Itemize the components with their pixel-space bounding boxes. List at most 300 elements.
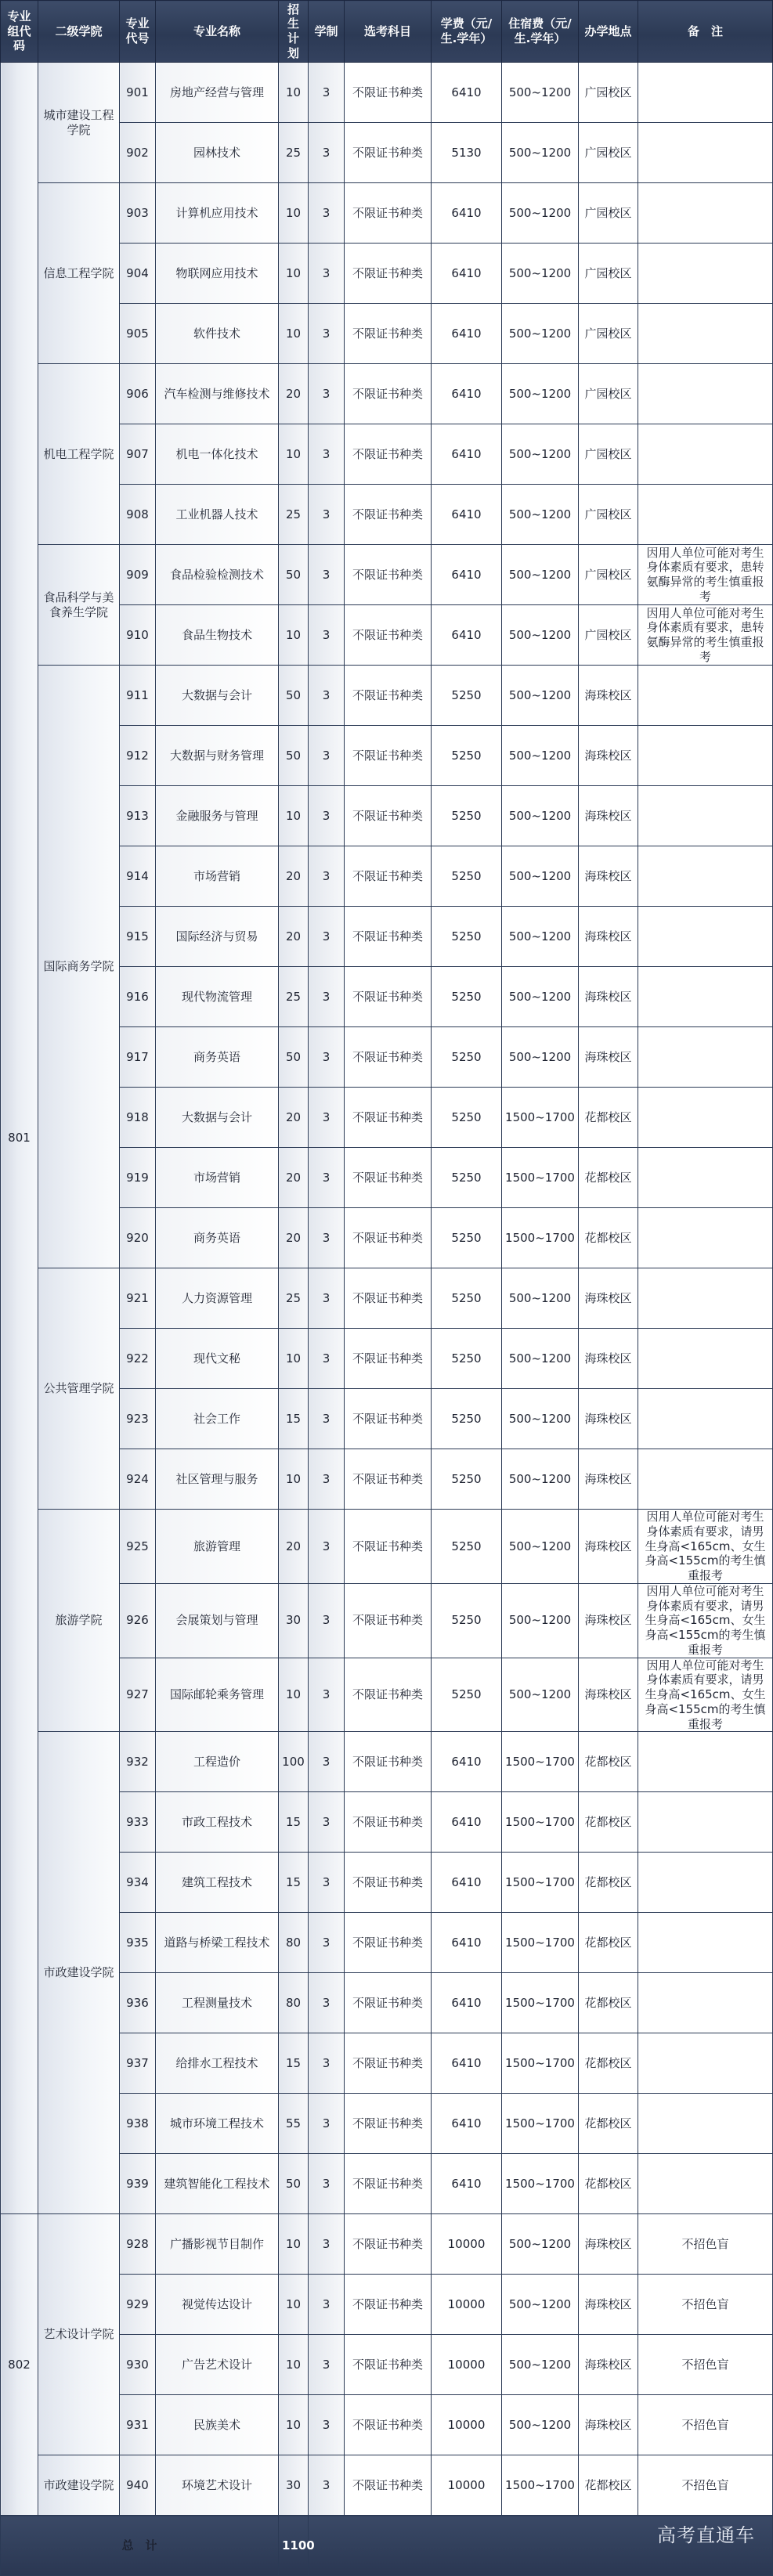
campus-location-cell: 广园校区: [579, 63, 638, 123]
plan-count-cell: 50: [279, 1027, 309, 1088]
study-years-cell: 3: [309, 1510, 345, 1584]
subject-requirement-cell: 不限证书种类: [345, 63, 432, 123]
subject-requirement-cell: 不限证书种类: [345, 726, 432, 786]
tuition-fee-cell: 6410: [432, 605, 502, 666]
plan-count-cell: 20: [279, 1208, 309, 1268]
major-code-cell: 917: [120, 1027, 156, 1088]
study-years-cell: 3: [309, 1449, 345, 1510]
major-code-cell: 939: [120, 2154, 156, 2214]
campus-location-cell: 海珠校区: [579, 846, 638, 907]
remark-cell: [638, 183, 773, 244]
lodging-fee-cell: 1500~1700: [502, 1913, 579, 1973]
lodging-fee-cell: 1500~1700: [502, 1853, 579, 1913]
plan-count-cell: 80: [279, 1973, 309, 2033]
major-name-cell: 计算机应用技术: [156, 183, 279, 244]
college-cell: 市政建设学院: [38, 1732, 120, 2214]
lodging-fee-cell: 500~1200: [502, 1027, 579, 1088]
subject-requirement-cell: 不限证书种类: [345, 244, 432, 304]
remark-cell: [638, 967, 773, 1027]
tuition-fee-cell: 6410: [432, 424, 502, 485]
plan-count-cell: 10: [279, 1329, 309, 1389]
lodging-fee-cell: 1500~1700: [502, 2154, 579, 2214]
lodging-fee-cell: 500~1200: [502, 605, 579, 666]
remark-cell: 不招色盲: [638, 2275, 773, 2335]
tuition-fee-cell: 6410: [432, 63, 502, 123]
major-code-cell: 929: [120, 2275, 156, 2335]
major-name-cell: 机电一体化技术: [156, 424, 279, 485]
tuition-fee-cell: 5250: [432, 1208, 502, 1268]
major-code-cell: 904: [120, 244, 156, 304]
campus-location-cell: 花都校区: [579, 2154, 638, 2214]
subject-requirement-cell: 不限证书种类: [345, 2094, 432, 2154]
remark-cell: 因用人单位可能对考生身体素质有要求，请男生身高<165cm、女生身高<155cm的考生慎重报考: [638, 1510, 773, 1584]
lodging-fee-cell: 500~1200: [502, 485, 579, 545]
campus-location-cell: 海珠校区: [579, 1658, 638, 1732]
campus-location-cell: 广园校区: [579, 605, 638, 666]
tuition-fee-cell: 10000: [432, 2335, 502, 2395]
plan-count-cell: 15: [279, 2033, 309, 2094]
subject-requirement-cell: 不限证书种类: [345, 1913, 432, 1973]
college-cell: 信息工程学院: [38, 183, 120, 364]
remark-cell: [638, 1792, 773, 1853]
major-code-cell: 928: [120, 2214, 156, 2275]
header-col-lodging: 住宿费（元/生.学年）: [502, 1, 579, 63]
campus-location-cell: 广园校区: [579, 485, 638, 545]
table-row: [1, 2455, 773, 2516]
study-years-cell: 3: [309, 1389, 345, 1449]
plan-count-cell: 50: [279, 666, 309, 726]
major-code-cell: 902: [120, 123, 156, 183]
subject-requirement-cell: 不限证书种类: [345, 545, 432, 605]
subject-requirement-cell: 不限证书种类: [345, 183, 432, 244]
major-name-cell: 建筑工程技术: [156, 1853, 279, 1913]
header-col-campus: 办学地点: [579, 1, 638, 63]
major-code-cell: 927: [120, 1658, 156, 1732]
subject-requirement-cell: 不限证书种类: [345, 2033, 432, 2094]
remark-cell: [638, 666, 773, 726]
remark-cell: [638, 424, 773, 485]
remark-cell: [638, 2033, 773, 2094]
remark-cell: 因用人单位可能对考生身体素质有要求，患转氨酶异常的考生慎重报考: [638, 545, 773, 605]
plan-count-cell: 10: [279, 786, 309, 846]
subject-requirement-cell: 不限证书种类: [345, 364, 432, 424]
campus-location-cell: 花都校区: [579, 1732, 638, 1792]
lodging-fee-cell: 1500~1700: [502, 1732, 579, 1792]
lodging-fee-cell: 500~1200: [502, 364, 579, 424]
subject-requirement-cell: 不限证书种类: [345, 2395, 432, 2455]
college-cell: 公共管理学院: [38, 1268, 120, 1510]
lodging-fee-cell: 1500~1700: [502, 1148, 579, 1208]
major-name-cell: 国际邮轮乘务管理: [156, 1658, 279, 1732]
remark-cell: 因用人单位可能对考生身体素质有要求，患转氨酶异常的考生慎重报考: [638, 605, 773, 666]
major-name-cell: 给排水工程技术: [156, 2033, 279, 2094]
table-row: [1, 666, 773, 726]
plan-count-cell: 10: [279, 2395, 309, 2455]
lodging-fee-cell: 1500~1700: [502, 1973, 579, 2033]
major-code-cell: 940: [120, 2455, 156, 2516]
remark-cell: [638, 123, 773, 183]
lodging-fee-cell: 500~1200: [502, 1449, 579, 1510]
major-code-cell: 933: [120, 1792, 156, 1853]
table-row: [1, 2214, 773, 2275]
remark-cell: [638, 1329, 773, 1389]
tuition-fee-cell: 5250: [432, 1148, 502, 1208]
major-code-cell: 913: [120, 786, 156, 846]
college-cell: 艺术设计学院: [38, 2214, 120, 2455]
lodging-fee-cell: 500~1200: [502, 63, 579, 123]
major-code-cell: 912: [120, 726, 156, 786]
remark-cell: 不招色盲: [638, 2395, 773, 2455]
major-name-cell: 国际经济与贸易: [156, 907, 279, 967]
tuition-fee-cell: 5250: [432, 967, 502, 1027]
major-name-cell: 市场营销: [156, 1148, 279, 1208]
study-years-cell: 3: [309, 1853, 345, 1913]
major-name-cell: 食品检验检测技术: [156, 545, 279, 605]
major-name-cell: 工程测量技术: [156, 1973, 279, 2033]
major-code-cell: 909: [120, 545, 156, 605]
tuition-fee-cell: 6410: [432, 1853, 502, 1913]
tuition-fee-cell: 5250: [432, 907, 502, 967]
lodging-fee-cell: 500~1200: [502, 666, 579, 726]
major-name-cell: 园林技术: [156, 123, 279, 183]
major-name-cell: 商务英语: [156, 1027, 279, 1088]
subject-requirement-cell: 不限证书种类: [345, 1389, 432, 1449]
remark-cell: [638, 1973, 773, 2033]
campus-location-cell: 花都校区: [579, 1208, 638, 1268]
plan-count-cell: 10: [279, 1449, 309, 1510]
remark-cell: [638, 907, 773, 967]
major-code-cell: 926: [120, 1583, 156, 1658]
major-name-cell: 广播影视节目制作: [156, 2214, 279, 2275]
study-years-cell: 3: [309, 1329, 345, 1389]
plan-count-cell: 10: [279, 424, 309, 485]
tuition-fee-cell: 6410: [432, 1792, 502, 1853]
remark-cell: [638, 1732, 773, 1792]
plan-count-cell: 10: [279, 2335, 309, 2395]
table-body: [1, 63, 773, 2516]
major-code-cell: 905: [120, 304, 156, 364]
subject-requirement-cell: 不限证书种类: [345, 1329, 432, 1389]
plan-count-cell: 50: [279, 545, 309, 605]
subject-requirement-cell: 不限证书种类: [345, 786, 432, 846]
remark-cell: [638, 1268, 773, 1329]
lodging-fee-cell: 500~1200: [502, 2395, 579, 2455]
study-years-cell: 3: [309, 1268, 345, 1329]
major-code-cell: 907: [120, 424, 156, 485]
subject-requirement-cell: 不限证书种类: [345, 2455, 432, 2516]
campus-location-cell: 海珠校区: [579, 907, 638, 967]
major-name-cell: 房地产经营与管理: [156, 63, 279, 123]
subject-requirement-cell: 不限证书种类: [345, 304, 432, 364]
plan-count-cell: 10: [279, 2275, 309, 2335]
lodging-fee-cell: 500~1200: [502, 907, 579, 967]
major-name-cell: 民族美术: [156, 2395, 279, 2455]
lodging-fee-cell: 500~1200: [502, 1658, 579, 1732]
plan-count-cell: 10: [279, 183, 309, 244]
plan-count-cell: 20: [279, 1510, 309, 1584]
lodging-fee-cell: 1500~1700: [502, 1792, 579, 1853]
major-name-cell: 物联网应用技术: [156, 244, 279, 304]
major-name-cell: 大数据与财务管理: [156, 726, 279, 786]
campus-location-cell: 海珠校区: [579, 1027, 638, 1088]
study-years-cell: 3: [309, 1658, 345, 1732]
header-col-subject: 选考科目: [345, 1, 432, 63]
plan-count-cell: 20: [279, 907, 309, 967]
campus-location-cell: 花都校区: [579, 1853, 638, 1913]
campus-location-cell: 广园校区: [579, 364, 638, 424]
table-row: [1, 545, 773, 605]
subject-requirement-cell: 不限证书种类: [345, 846, 432, 907]
lodging-fee-cell: 1500~1700: [502, 1088, 579, 1148]
header-col-note: 备 注: [638, 1, 773, 63]
major-code-cell: 935: [120, 1913, 156, 1973]
subject-requirement-cell: 不限证书种类: [345, 2275, 432, 2335]
major-code-cell: 920: [120, 1208, 156, 1268]
subject-requirement-cell: 不限证书种类: [345, 1853, 432, 1913]
remark-cell: [638, 1449, 773, 1510]
table-row: [1, 1732, 773, 1792]
remark-cell: 因用人单位可能对考生身体素质有要求，请男生身高<165cm、女生身高<155cm的考生慎重报考: [638, 1583, 773, 1658]
major-code-cell: 931: [120, 2395, 156, 2455]
study-years-cell: 3: [309, 2094, 345, 2154]
lodging-fee-cell: 500~1200: [502, 1583, 579, 1658]
header-col-group-code: 专业组代码: [1, 1, 38, 63]
study-years-cell: 3: [309, 1583, 345, 1658]
major-code-cell: 908: [120, 485, 156, 545]
tuition-fee-cell: 6410: [432, 2154, 502, 2214]
major-name-cell: 现代文秘: [156, 1329, 279, 1389]
subject-requirement-cell: 不限证书种类: [345, 2214, 432, 2275]
tuition-fee-cell: 10000: [432, 2214, 502, 2275]
remark-cell: [638, 2094, 773, 2154]
study-years-cell: 3: [309, 1208, 345, 1268]
plan-count-cell: 10: [279, 63, 309, 123]
major-code-cell: 918: [120, 1088, 156, 1148]
subject-requirement-cell: 不限证书种类: [345, 2154, 432, 2214]
lodging-fee-cell: 500~1200: [502, 545, 579, 605]
campus-location-cell: 广园校区: [579, 244, 638, 304]
tuition-fee-cell: 6410: [432, 183, 502, 244]
college-cell: 机电工程学院: [38, 364, 120, 545]
campus-location-cell: 花都校区: [579, 1088, 638, 1148]
major-name-cell: 食品生物技术: [156, 605, 279, 666]
campus-location-cell: 花都校区: [579, 2033, 638, 2094]
major-code-cell: 903: [120, 183, 156, 244]
major-code-cell: 915: [120, 907, 156, 967]
lodging-fee-cell: 500~1200: [502, 2214, 579, 2275]
plan-count-cell: 15: [279, 1792, 309, 1853]
tuition-fee-cell: 6410: [432, 2033, 502, 2094]
campus-location-cell: 广园校区: [579, 123, 638, 183]
study-years-cell: 3: [309, 485, 345, 545]
lodging-fee-cell: 500~1200: [502, 183, 579, 244]
tuition-fee-cell: 6410: [432, 485, 502, 545]
plan-count-cell: 15: [279, 1389, 309, 1449]
subject-requirement-cell: 不限证书种类: [345, 1732, 432, 1792]
lodging-fee-cell: 1500~1700: [502, 1208, 579, 1268]
table-row: [1, 183, 773, 244]
major-code-cell: 921: [120, 1268, 156, 1329]
major-name-cell: 旅游管理: [156, 1510, 279, 1584]
major-name-cell: 金融服务与管理: [156, 786, 279, 846]
tuition-fee-cell: 6410: [432, 2094, 502, 2154]
study-years-cell: 3: [309, 2395, 345, 2455]
campus-location-cell: 广园校区: [579, 183, 638, 244]
major-code-cell: 914: [120, 846, 156, 907]
study-years-cell: 3: [309, 1148, 345, 1208]
subject-requirement-cell: 不限证书种类: [345, 1088, 432, 1148]
campus-location-cell: 海珠校区: [579, 666, 638, 726]
tuition-fee-cell: 5130: [432, 123, 502, 183]
tuition-fee-cell: 6410: [432, 1732, 502, 1792]
study-years-cell: 3: [309, 2455, 345, 2516]
campus-location-cell: 广园校区: [579, 304, 638, 364]
study-years-cell: 3: [309, 1792, 345, 1853]
study-years-cell: 3: [309, 2033, 345, 2094]
group-code-cell: 801: [1, 63, 38, 2214]
plan-count-cell: 20: [279, 1088, 309, 1148]
major-name-cell: 商务英语: [156, 1208, 279, 1268]
lodging-fee-cell: 500~1200: [502, 1510, 579, 1584]
subject-requirement-cell: 不限证书种类: [345, 2335, 432, 2395]
tuition-fee-cell: 5250: [432, 1329, 502, 1389]
study-years-cell: 3: [309, 786, 345, 846]
lodging-fee-cell: 500~1200: [502, 1268, 579, 1329]
subject-requirement-cell: 不限证书种类: [345, 1973, 432, 2033]
major-name-cell: 视觉传达设计: [156, 2275, 279, 2335]
remark-cell: [638, 244, 773, 304]
plan-count-cell: 50: [279, 2154, 309, 2214]
plan-count-cell: 20: [279, 846, 309, 907]
remark-cell: [638, 1389, 773, 1449]
study-years-cell: 3: [309, 605, 345, 666]
remark-cell: [638, 2154, 773, 2214]
lodging-fee-cell: 500~1200: [502, 123, 579, 183]
campus-location-cell: 海珠校区: [579, 2395, 638, 2455]
tuition-fee-cell: 10000: [432, 2275, 502, 2335]
lodging-fee-cell: 500~1200: [502, 846, 579, 907]
lodging-fee-cell: 500~1200: [502, 967, 579, 1027]
study-years-cell: 3: [309, 726, 345, 786]
tuition-fee-cell: 5250: [432, 846, 502, 907]
study-years-cell: 3: [309, 2335, 345, 2395]
tuition-fee-cell: 5250: [432, 1027, 502, 1088]
campus-location-cell: 花都校区: [579, 2455, 638, 2516]
study-years-cell: 3: [309, 304, 345, 364]
lodging-fee-cell: 500~1200: [502, 786, 579, 846]
study-years-cell: 3: [309, 666, 345, 726]
remark-cell: [638, 1208, 773, 1268]
major-code-cell: 923: [120, 1389, 156, 1449]
study-years-cell: 3: [309, 1027, 345, 1088]
college-cell: 旅游学院: [38, 1510, 120, 1732]
major-name-cell: 汽车检测与维修技术: [156, 364, 279, 424]
tuition-fee-cell: 5250: [432, 1389, 502, 1449]
campus-location-cell: 海珠校区: [579, 726, 638, 786]
lodging-fee-cell: 1500~1700: [502, 2455, 579, 2516]
plan-count-cell: 25: [279, 485, 309, 545]
study-years-cell: 3: [309, 424, 345, 485]
header-col-years: 学制: [309, 1, 345, 63]
campus-location-cell: 广园校区: [579, 545, 638, 605]
lodging-fee-cell: 500~1200: [502, 424, 579, 485]
study-years-cell: 3: [309, 1732, 345, 1792]
total-label: 总 计: [1, 2516, 279, 2576]
lodging-fee-cell: 500~1200: [502, 2335, 579, 2395]
study-years-cell: 3: [309, 123, 345, 183]
subject-requirement-cell: 不限证书种类: [345, 1792, 432, 1853]
campus-location-cell: 海珠校区: [579, 1268, 638, 1329]
study-years-cell: 3: [309, 2154, 345, 2214]
campus-location-cell: 花都校区: [579, 1973, 638, 2033]
subject-requirement-cell: 不限证书种类: [345, 1449, 432, 1510]
college-cell: 国际商务学院: [38, 666, 120, 1268]
subject-requirement-cell: 不限证书种类: [345, 1027, 432, 1088]
remark-cell: [638, 1148, 773, 1208]
plan-count-cell: 25: [279, 967, 309, 1027]
tuition-fee-cell: 6410: [432, 545, 502, 605]
major-code-cell: 911: [120, 666, 156, 726]
study-years-cell: 3: [309, 1088, 345, 1148]
campus-location-cell: 海珠校区: [579, 1583, 638, 1658]
plan-count-cell: 30: [279, 1583, 309, 1658]
plan-count-cell: 100: [279, 1732, 309, 1792]
remark-cell: [638, 1088, 773, 1148]
plan-count-cell: 20: [279, 1148, 309, 1208]
table-row: [1, 63, 773, 123]
lodging-fee-cell: 1500~1700: [502, 2033, 579, 2094]
plan-count-cell: 55: [279, 2094, 309, 2154]
study-years-cell: 3: [309, 63, 345, 123]
subject-requirement-cell: 不限证书种类: [345, 1583, 432, 1658]
major-name-cell: 大数据与会计: [156, 666, 279, 726]
plan-count-cell: 20: [279, 364, 309, 424]
subject-requirement-cell: 不限证书种类: [345, 1268, 432, 1329]
watermark-text: 高考直通车: [657, 2524, 755, 2546]
lodging-fee-cell: 500~1200: [502, 1389, 579, 1449]
lodging-fee-cell: 1500~1700: [502, 2094, 579, 2154]
header-col-major-code: 专业代号: [120, 1, 156, 63]
table-row: [1, 364, 773, 424]
major-code-cell: 936: [120, 1973, 156, 2033]
tuition-fee-cell: 10000: [432, 2455, 502, 2516]
major-code-cell: 924: [120, 1449, 156, 1510]
plan-count-cell: 30: [279, 2455, 309, 2516]
major-name-cell: 市场营销: [156, 846, 279, 907]
college-cell: 市政建设学院: [38, 2455, 120, 2516]
header-col-tuition: 学费（元/生.学年）: [432, 1, 502, 63]
remark-cell: [638, 364, 773, 424]
major-name-cell: 社会工作: [156, 1389, 279, 1449]
subject-requirement-cell: 不限证书种类: [345, 1148, 432, 1208]
study-years-cell: 3: [309, 846, 345, 907]
subject-requirement-cell: 不限证书种类: [345, 907, 432, 967]
remark-cell: [638, 304, 773, 364]
major-code-cell: 922: [120, 1329, 156, 1389]
lodging-fee-cell: 500~1200: [502, 1329, 579, 1389]
tuition-fee-cell: 5250: [432, 786, 502, 846]
tuition-fee-cell: 6410: [432, 304, 502, 364]
table-header: [1, 1, 773, 63]
subject-requirement-cell: 不限证书种类: [345, 666, 432, 726]
plan-count-cell: 80: [279, 1913, 309, 1973]
plan-count-cell: 15: [279, 1853, 309, 1913]
major-name-cell: 广告艺术设计: [156, 2335, 279, 2395]
remark-cell: [638, 1913, 773, 1973]
study-years-cell: 3: [309, 907, 345, 967]
study-years-cell: 3: [309, 364, 345, 424]
campus-location-cell: 花都校区: [579, 1792, 638, 1853]
